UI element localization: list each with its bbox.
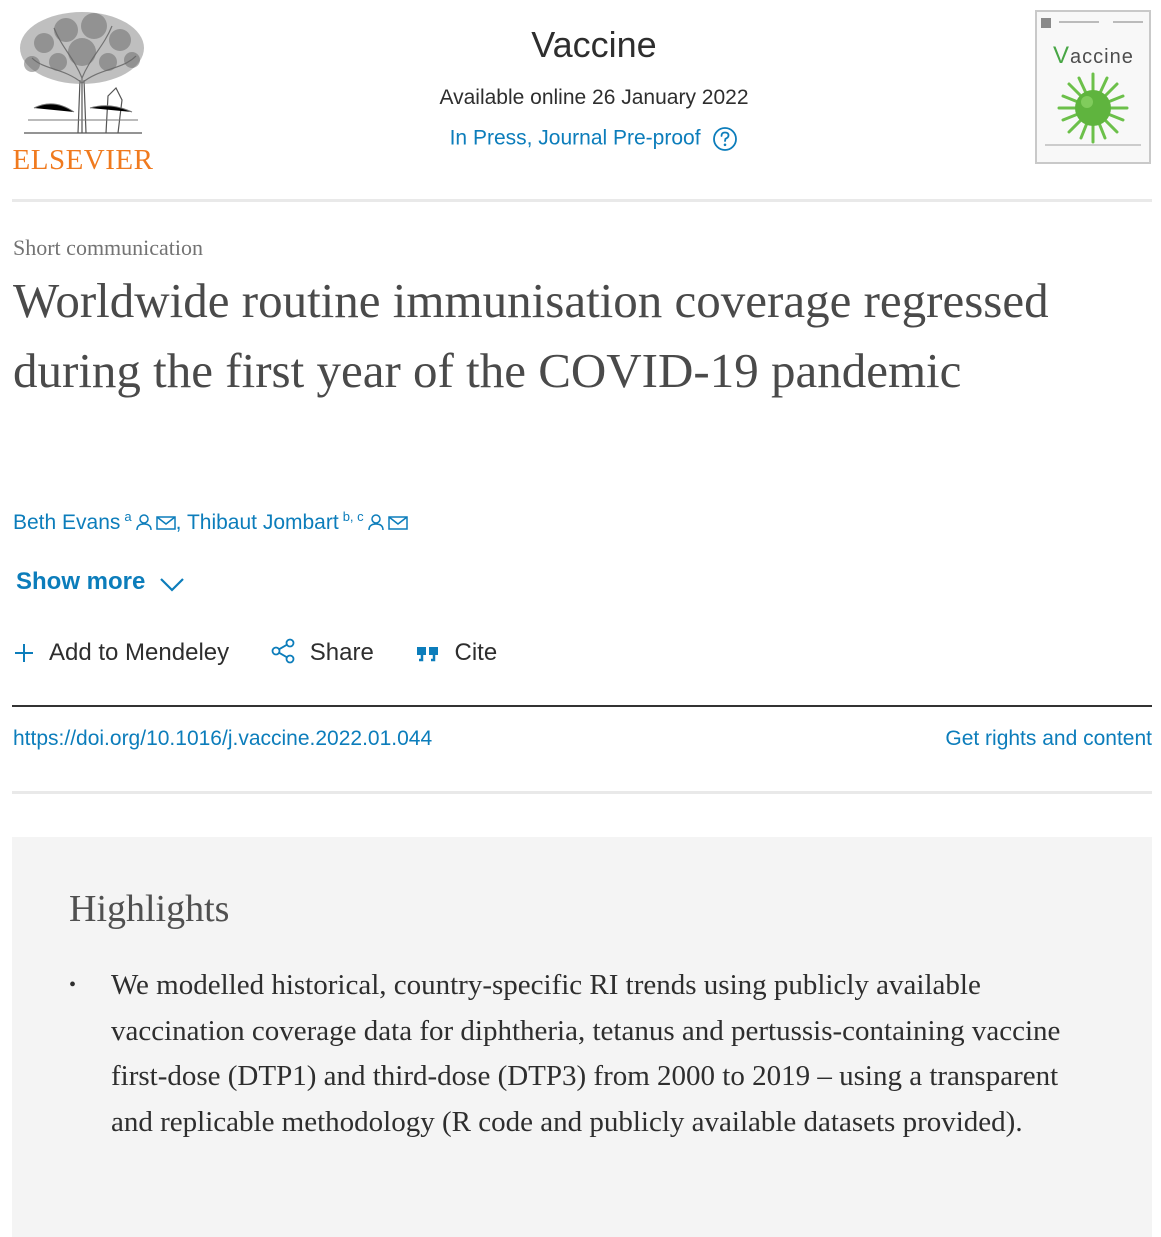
article-status[interactable] xyxy=(394,126,794,152)
highlights-heading: Highlights xyxy=(69,888,230,930)
toolbar-divider xyxy=(12,705,1152,707)
affiliation-marker[interactable]: b, c xyxy=(342,509,364,524)
author-separator: , xyxy=(175,511,182,534)
elsevier-logo[interactable] xyxy=(12,8,154,176)
highlight-text: We modelled historical, country-specific RI trends using publicly available vaccination coverage data for diphtheria, tetanus and pertussis-containing vaccine first-dose (DTP1) and third-dose (DTP3) from 2000 to 2019 – using a transparent and replicable methodology (R code and publicly available datasets provided). xyxy=(111,969,1061,1138)
article-type: Short communication xyxy=(13,235,204,260)
bullet-icon: • xyxy=(69,974,77,996)
author-thibaut-jombart[interactable] xyxy=(187,511,408,534)
article-status-label[interactable]: In Press, Journal Pre-proof xyxy=(449,126,701,150)
article-toolbar xyxy=(13,638,531,667)
virus-illustration-icon xyxy=(1037,68,1149,148)
chevron-down-icon xyxy=(159,575,185,593)
share-icon xyxy=(270,638,296,664)
cover-title: Vaccine xyxy=(1053,42,1134,69)
show-more-button[interactable] xyxy=(16,568,185,596)
author-list xyxy=(13,509,408,535)
available-online-date: Available online 26 January 2022 xyxy=(439,86,749,109)
affiliation-marker[interactable]: a xyxy=(124,509,132,524)
journal-cover-image[interactable] xyxy=(1035,10,1151,164)
person-icon[interactable] xyxy=(367,513,385,531)
add-to-mendeley-button[interactable] xyxy=(13,639,229,667)
person-icon[interactable] xyxy=(135,513,153,531)
header-divider xyxy=(12,199,1152,202)
cite-button[interactable] xyxy=(415,639,498,667)
share-button[interactable] xyxy=(270,638,374,667)
get-rights-link[interactable]: Get rights and content xyxy=(945,727,1152,750)
journal-name-link[interactable]: Vaccine xyxy=(531,24,657,65)
content-divider xyxy=(12,791,1152,794)
show-more-label: Show more xyxy=(16,568,146,595)
author-name[interactable]: Beth Evans xyxy=(13,511,121,534)
envelope-icon[interactable] xyxy=(388,515,408,531)
cover-header-icon xyxy=(1037,12,1149,32)
plus-icon xyxy=(13,642,35,664)
author-beth-evans[interactable] xyxy=(13,511,176,534)
envelope-icon[interactable] xyxy=(156,515,176,531)
quote-icon xyxy=(415,642,441,664)
highlights-list xyxy=(69,963,1089,1145)
question-circle-icon[interactable] xyxy=(712,126,738,152)
share-label: Share xyxy=(309,639,374,666)
cite-label: Cite xyxy=(454,639,498,666)
elsevier-wordmark: ELSEVIER xyxy=(12,144,154,176)
highlight-item xyxy=(69,963,1089,1145)
elsevier-tree-icon xyxy=(14,8,152,138)
highlights-section xyxy=(12,837,1152,1237)
add-to-mendeley-label: Add to Mendeley xyxy=(49,639,230,666)
article-title: Worldwide routine immunisation coverage regressed during the first year of the COVID-19 pandemic xyxy=(13,273,1049,398)
doi-link[interactable]: https://doi.org/10.1016/j.vaccine.2022.01.044 xyxy=(13,727,433,750)
author-name[interactable]: Thibaut Jombart xyxy=(186,511,339,534)
